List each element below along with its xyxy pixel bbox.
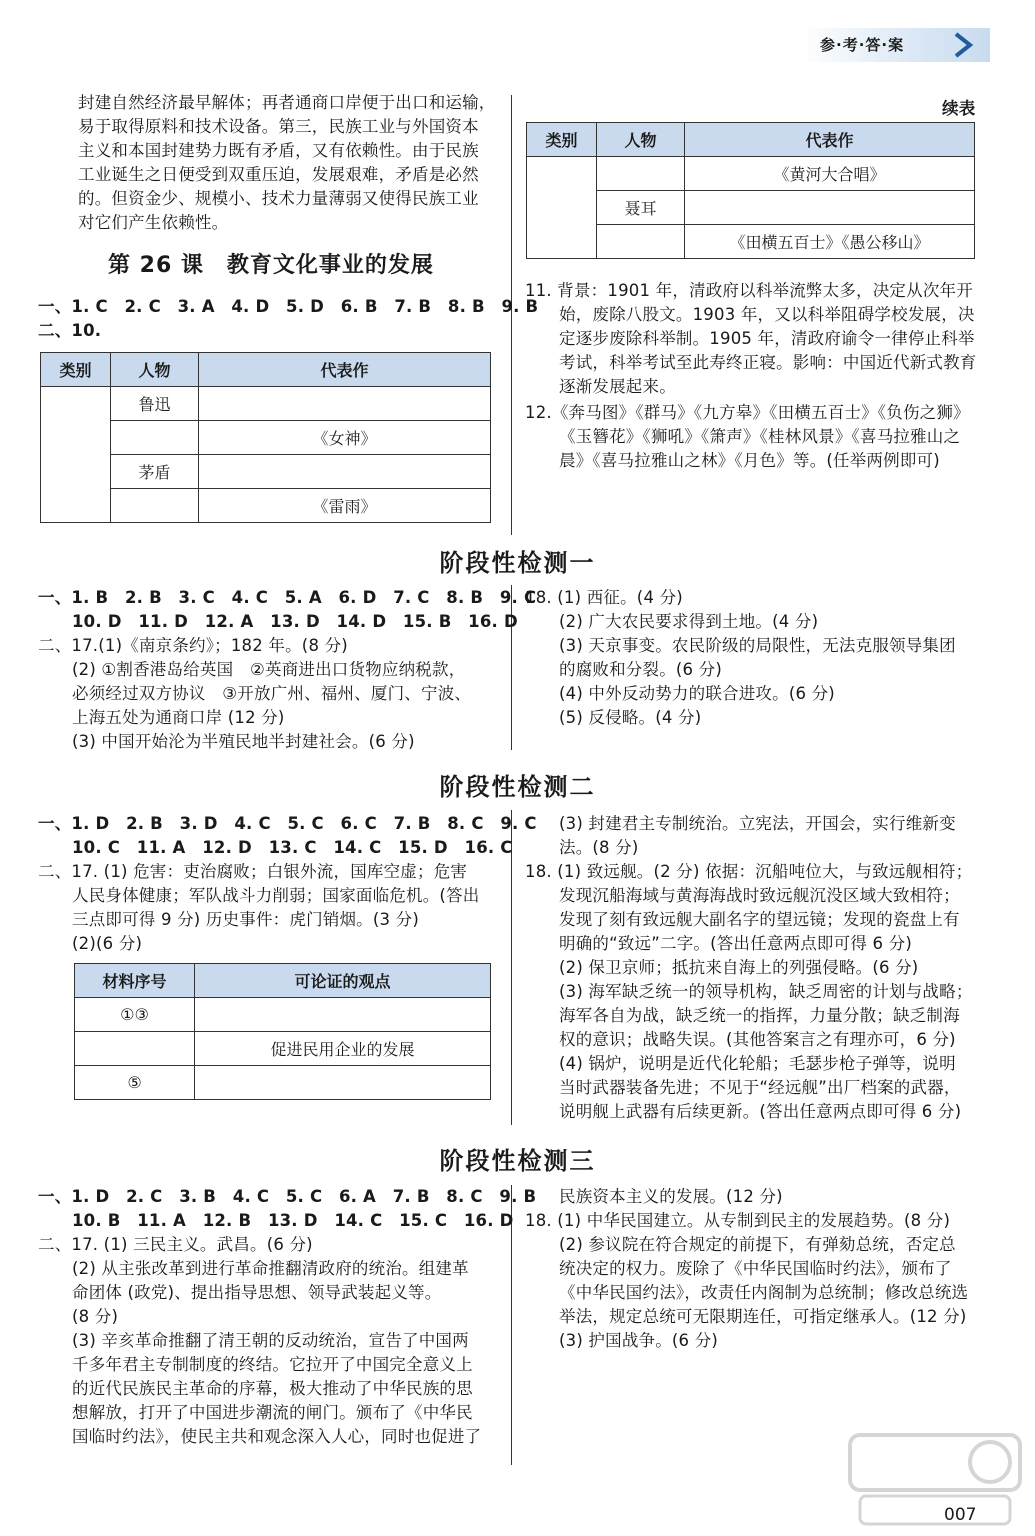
text-line: (2) 从主张改革到进行革命推翻清政府的统治。组建革 [72, 1259, 469, 1278]
table-cell [111, 421, 199, 455]
text-line: (3) 中国开始沦为半殖民地半封建社会。(6 分) [72, 732, 415, 751]
text-line: 12.《奔马图》《群马》《九方皋》《田横五百士》《负伤之狮》 [525, 403, 970, 422]
text-line: (2) 参议院在符合规定的前提下，有弹劾总统，否定总 [559, 1235, 956, 1254]
text-line: 考试，科举考试至此寿终正寝。影响：中国近代新式教育 [559, 353, 977, 372]
text-line: 三点即可得 9 分) 历史事件：虎门销烟。(3 分) [72, 910, 419, 929]
text-line: 人民身体健康；军队战斗力削弱；国家面临危机。(答出 [72, 886, 480, 905]
table-header: 可论证的观点 [195, 964, 491, 998]
text-line: 工业诞生之日便受到双重压迫，发展艰难，矛盾是必然 [78, 165, 479, 184]
text-line: 举法，规定总统可无限期连任，可指定继承人。(12 分) [559, 1307, 967, 1326]
text-line: (4) 锅炉，说明是近代化轮船；毛瑟步枪子弹等，说明 [559, 1054, 956, 1073]
table-cell: 鲁迅 [111, 387, 199, 421]
answer-line: 10. D 11. D 12. A 13. D 14. D 15. B 16. D [72, 612, 518, 631]
section-title: 阶段性检测一 [439, 549, 596, 577]
text-line: (5) 反侵略。(4 分) [559, 708, 702, 727]
text-line: (3) 天京事变。农民阶级的局限性，无法克服领导集团 [559, 636, 956, 655]
text-line: (3) 辛亥革命推翻了清王朝的反动统治，宣告了中国两 [72, 1331, 469, 1350]
text-line: 18. (1) 西征。(4 分) [525, 588, 683, 607]
section-title: 阶段性检测二 [439, 773, 596, 801]
table-row [75, 1066, 491, 1100]
table-header: 人物 [111, 353, 199, 387]
text-line: (3) 海军缺乏统一的领导机构，缺乏周密的计划与战略； [559, 982, 973, 1001]
text-line: 法。(8 分) [559, 838, 639, 857]
table-header: 类别 [527, 123, 597, 157]
table-cell [597, 157, 685, 191]
table-cell [75, 1032, 195, 1066]
lesson-title: 第 26 课 教育文化事业的发展 [108, 253, 434, 278]
text-line: 二、17.(1)《南京条约》；182 年。(8 分) [38, 636, 348, 655]
continued-table [526, 122, 975, 259]
text-line: 始，废除八股文。1903 年，又以科举阻碍学校发展，决 [559, 305, 975, 324]
test2-table [74, 963, 491, 1100]
table-row [527, 157, 975, 191]
table-cell [199, 455, 491, 489]
text-line: 《玉簪花》《狮吼》《箫声》《桂林风景》《喜马拉雅山之 [559, 427, 961, 446]
text-line: (2) ①割香港岛给英国 ②英商进出口货物应纳税款， [72, 660, 466, 679]
text-line: (2) 保卫京师；抵抗来自海上的列强侵略。(6 分) [559, 958, 919, 977]
text-line: 二、17. (1) 三民主义。武昌。(6 分) [38, 1235, 313, 1254]
answer-line: 一、1. B 2. B 3. C 4. C 5. A 6. D 7. C 8. B 9. C [38, 588, 537, 607]
answer-line: 一、1. D 2. B 3. D 4. C 5. C 6. C 7. B 8. C 9. C [38, 814, 537, 833]
text-line: (2) 广大农民要求得到土地。(4 分) [559, 612, 819, 631]
text-line: 当时武器装备先进；不见于“经远舰”出厂档案的武器， [559, 1078, 961, 1097]
table-cell: 促进民用企业的发展 [195, 1032, 491, 1066]
table-cell [195, 998, 491, 1032]
text-line: 千多年君主专制制度的终结。它拉开了中国完全意义上 [72, 1355, 473, 1374]
table-header: 代表作 [685, 123, 975, 157]
table-cell: 聂耳 [597, 191, 685, 225]
answer-line: 二、10. [38, 321, 102, 340]
text-line: 18. (1) 中华民国建立。从专制到民主的发展趋势。(8 分) [525, 1211, 951, 1230]
table-cell [195, 1066, 491, 1100]
text-line: 《中华民国约法》，改责任内阁制为总统制；修改总统选 [559, 1283, 969, 1302]
watermark-logo [840, 1430, 1030, 1530]
table-header: 类别 [41, 353, 111, 387]
text-line: 晨》《喜马拉雅山之林》《月色》等。(任举两例即可) [559, 451, 940, 470]
table-cell [685, 191, 975, 225]
table-cell: 《黄河大合唱》 [685, 157, 975, 191]
text-line: 明确的“致远”二字。(答出任意两点即可得 6 分) [559, 934, 912, 953]
text-line: 统决定的权力。废除了《中华民国临时约法》，颁布了 [559, 1259, 952, 1278]
continued-label: 续表 [942, 99, 976, 118]
table-cell [199, 387, 491, 421]
answer-line: 10. B 11. A 12. B 13. D 14. C 15. C 16. D [72, 1211, 514, 1230]
text-line: 逐渐发展起来。 [559, 377, 676, 396]
text-line: 对它们产生依赖性。 [78, 213, 229, 232]
text-line: 18. (1) 致远舰。(2 分) 依据：沉船吨位大，与致远舰相符； [525, 862, 973, 881]
text-line: (3) 护国战争。(6 分) [559, 1331, 719, 1350]
text-line: 必须经过双方协议 ③开放广州、福州、厦门、宁波、 [72, 684, 472, 703]
table-header: 人物 [597, 123, 685, 157]
text-line: 易于取得原料和技术设备。第三，民族工业与外国资本 [78, 117, 479, 136]
text-line: (2)(6 分) [72, 934, 143, 953]
table-cell [111, 489, 199, 523]
text-line: 的。但资金少、规模小、技术力量薄弱又使得民族工业 [78, 189, 479, 208]
text-line: 国临时约法》，使民主共和观念深入人心，同时也促进了 [72, 1427, 482, 1446]
answer-line: 10. C 11. A 12. D 13. C 14. C 15. D 16. C [72, 838, 513, 857]
text-line: 11. 背景：1901 年，清政府以科举流弊太多，决定从次年开 [525, 281, 973, 300]
text-line: (4) 中外反动势力的联合进攻。(6 分) [559, 684, 835, 703]
text-line: 封建自然经济最早解体；再者通商口岸便于出口和运输， [78, 93, 496, 112]
table-cell: 《雷雨》 [199, 489, 491, 523]
chevron-right-icon [948, 30, 978, 60]
text-line: 定逐步废除科举制。1905 年，清政府谕令一律停止科举 [559, 329, 975, 348]
text-line: 的近代民族民主革命的序幕，极大推动了中华民族的思 [72, 1379, 473, 1398]
text-line: 海军各自为战，缺乏统一的指挥，力量分散；缺乏制海 [559, 1006, 960, 1025]
table-cell [527, 157, 597, 259]
text-line: 发现了刻有致远舰大副名字的望远镜；发现的瓷盘上有 [559, 910, 960, 929]
table-cell [597, 225, 685, 259]
section-title: 阶段性检测三 [439, 1147, 596, 1175]
page-number: 007 [944, 1505, 977, 1525]
lesson26-table [40, 352, 491, 523]
text-line: 上海五处为通商口岸 (12 分) [72, 708, 285, 727]
text-line: 发现沉船海域与黄海海战时致远舰沉没区域大致相符； [559, 886, 960, 905]
table-cell: 《女神》 [199, 421, 491, 455]
text-line: 二、17. (1) 危害：吏治腐败；白银外流，国库空虚；危害 [38, 862, 468, 881]
text-line: 民族资本主义的发展。(12 分) [559, 1187, 783, 1206]
column-divider [511, 585, 512, 750]
text-line: 主义和本国封建势力既有矛盾，又有依赖性。由于民族 [78, 141, 479, 160]
table-row [75, 1032, 491, 1066]
table-cell [41, 387, 111, 523]
text-line: 权的意识；战略失误。(其他答案言之有理亦可，6 分) [559, 1030, 956, 1049]
text-line: 命团体 (政党)、提出指导思想、领导武装起义等。 [72, 1283, 442, 1302]
table-cell: 茅盾 [111, 455, 199, 489]
table-header: 材料序号 [75, 964, 195, 998]
text-line: (3) 封建君主专制统治。立宪法，开国会，实行维新变 [559, 814, 956, 833]
text-line: 想解放，打开了中国进步潮流的闸门。颁布了《中华民 [72, 1403, 473, 1422]
header-label: 参·考·答·案 [820, 36, 905, 54]
text-line: 的腐败和分裂。(6 分) [559, 660, 723, 679]
answer-line: 一、1. C 2. C 3. A 4. D 5. D 6. B 7. B 8. B 9. B [38, 297, 539, 316]
text-line: 说明舰上武器有后续更新。(答出任意两点即可得 6 分) [559, 1102, 962, 1121]
table-row [75, 998, 491, 1032]
table-row [41, 387, 491, 421]
answer-line: 一、1. D 2. C 3. B 4. C 5. C 6. A 7. B 8. C 9. B [38, 1187, 537, 1206]
table-header: 代表作 [199, 353, 491, 387]
text-line: (8 分) [72, 1307, 119, 1326]
table-cell: ⑤ [75, 1066, 195, 1100]
table-cell: 《田横五百士》《愚公移山》 [685, 225, 975, 259]
table-cell: ①③ [75, 998, 195, 1032]
